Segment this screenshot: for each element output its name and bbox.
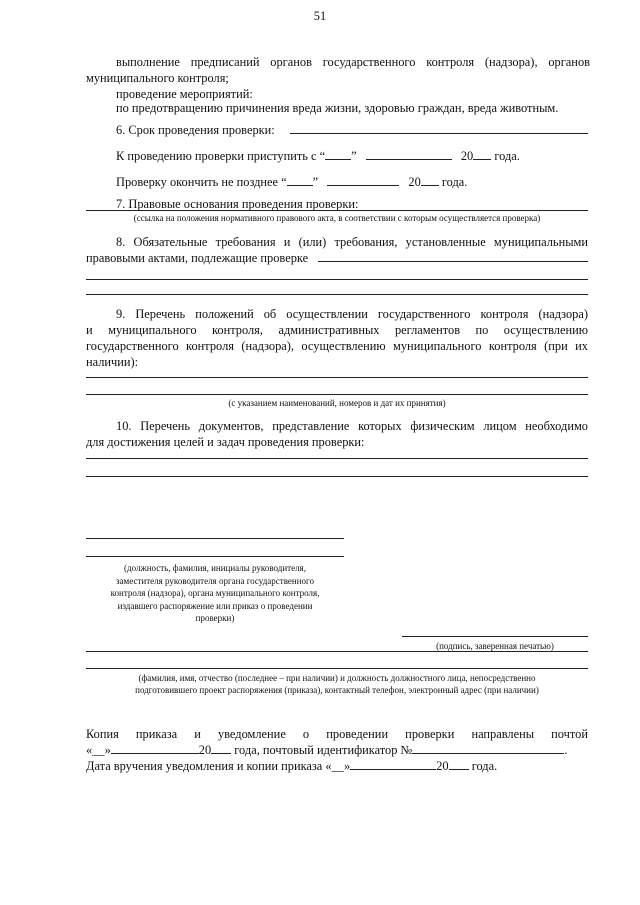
preparer-caption bbox=[86, 672, 588, 696]
signatory-caption bbox=[86, 562, 344, 625]
s10-field-line-1[interactable] bbox=[86, 458, 588, 459]
preparer-caption-2: подготовившего проект распоряжения (приказа), контактный телефон, электронный адрес (при наличии) bbox=[135, 685, 539, 695]
signatory-caption-5: проверки) bbox=[195, 613, 235, 624]
start-day-field[interactable] bbox=[325, 148, 351, 160]
delivery-year-prefix: 20 bbox=[436, 759, 449, 773]
s9-field-line-2[interactable] bbox=[86, 394, 588, 395]
copy-year-prefix: 20 bbox=[198, 743, 212, 757]
s7-basis-line[interactable] bbox=[86, 210, 588, 211]
s9-line-3: государственного контроля (надзора), осуществлению муниципального контроля (при их bbox=[86, 339, 588, 353]
intro-line-3: проведение мероприятий: bbox=[116, 87, 253, 101]
s9-line-1: 9. Перечень положений об осуществлении государственного контроля (надзора) bbox=[116, 307, 588, 321]
s8-field-line-2[interactable] bbox=[86, 279, 588, 280]
signature-line[interactable] bbox=[402, 636, 588, 637]
s9-field-line-1[interactable] bbox=[86, 377, 588, 378]
copy-line-2: «__» 20 года, почтовый идентификатор № . bbox=[86, 743, 568, 757]
intro-line-1: выполнение предписаний органов государственного контроля (надзора), органов bbox=[116, 55, 590, 69]
end-year-prefix: 20 bbox=[408, 175, 421, 189]
s9-note: (с указанием наименований, номеров и дат их принятия) bbox=[228, 398, 446, 408]
end-year-suffix: года. bbox=[441, 175, 468, 189]
s7-heading: 7. Правовые основания проведения проверки: bbox=[116, 197, 359, 211]
start-month-field[interactable] bbox=[366, 148, 452, 160]
s8-field-line-1[interactable] bbox=[318, 261, 588, 262]
page-number: 51 bbox=[313, 9, 327, 23]
delivery-date-label: Дата вручения уведомления и копии приказа «__» bbox=[86, 759, 351, 773]
s6-end-prefix: Проверку окончить не позднее bbox=[116, 175, 279, 189]
preparer-line-2[interactable] bbox=[86, 668, 588, 669]
s10-line-2: для достижения целей и задач проведения проверки: bbox=[86, 435, 365, 449]
end-day-field[interactable] bbox=[287, 174, 313, 186]
s6-start-row: К проведению проверки приступить с “ ” 20 года. bbox=[116, 149, 520, 163]
start-year-field[interactable] bbox=[473, 148, 491, 160]
s7-note: (ссылка на положения нормативного правового акта, в соответствии с которым осуществляется проверка) bbox=[133, 213, 541, 223]
preparer-caption-1: (фамилия, имя, отчество (последнее – при наличии) и должность должностного лица, непосредственно bbox=[138, 673, 536, 683]
signatory-caption-2: заместителя руководителя органа государственного bbox=[116, 575, 314, 586]
end-month-field[interactable] bbox=[327, 174, 399, 186]
s10-field-line-2[interactable] bbox=[86, 476, 588, 477]
s8-field-line-3[interactable] bbox=[86, 294, 588, 295]
s8-line-2: правовыми актами, подлежащие проверке bbox=[86, 251, 309, 265]
s6-start-prefix: К проведению проверки приступить с bbox=[116, 149, 317, 163]
end-year-field[interactable] bbox=[421, 174, 439, 186]
s9-line-4: наличии): bbox=[86, 355, 139, 369]
signatory-line-2[interactable] bbox=[86, 556, 344, 557]
delivery-year-suffix: года. bbox=[471, 759, 498, 773]
copy-month-field[interactable] bbox=[111, 742, 199, 754]
intro-line-4: по предотвращению причинения вреда жизни, здоровью граждан, вреда животным. bbox=[116, 101, 559, 115]
signatory-caption-1: (должность, фамилия, инициалы руководителя, bbox=[124, 563, 306, 573]
s6-term-line[interactable] bbox=[290, 133, 588, 134]
delivery-month-field[interactable] bbox=[350, 758, 436, 770]
s6-heading: 6. Срок проведения проверки: bbox=[116, 123, 275, 137]
s9-line-2: и муниципального контроля, административных регламентов по осуществлению bbox=[86, 323, 588, 337]
s6-end-row: Проверку окончить не позднее “ ” 20 года. bbox=[116, 175, 468, 189]
signature-note: (подпись, заверенная печатью) bbox=[436, 641, 554, 651]
intro-line-2: муниципального контроля; bbox=[86, 71, 229, 85]
copy-line-1: Копия приказа и уведомление о проведении проверки направлены почтой bbox=[86, 727, 588, 741]
start-year-prefix: 20 bbox=[460, 149, 474, 163]
start-year-suffix: года. bbox=[494, 149, 520, 163]
copy-line-3 bbox=[86, 758, 497, 774]
s8-line-1: 8. Обязательные требования и (или) требования, установленные муниципальными bbox=[116, 235, 588, 249]
tracking-number-field[interactable] bbox=[412, 742, 564, 754]
s10-line-1: 10. Перечень документов, представление которых физическим лицом необходимо bbox=[116, 419, 588, 433]
delivery-year-field[interactable] bbox=[449, 758, 469, 770]
signatory-caption-4: издавшего распоряжение или приказ о проведении bbox=[117, 600, 313, 611]
signatory-caption-3: контроля (надзора), органа муниципального контроля, bbox=[110, 588, 320, 599]
signatory-line-1[interactable] bbox=[86, 538, 344, 539]
preparer-line-1[interactable] bbox=[86, 651, 588, 652]
copy-tracking-label: года, почтовый идентификатор № bbox=[234, 743, 413, 757]
copy-year-field[interactable] bbox=[211, 742, 231, 754]
copy-day: «__» bbox=[86, 743, 111, 757]
